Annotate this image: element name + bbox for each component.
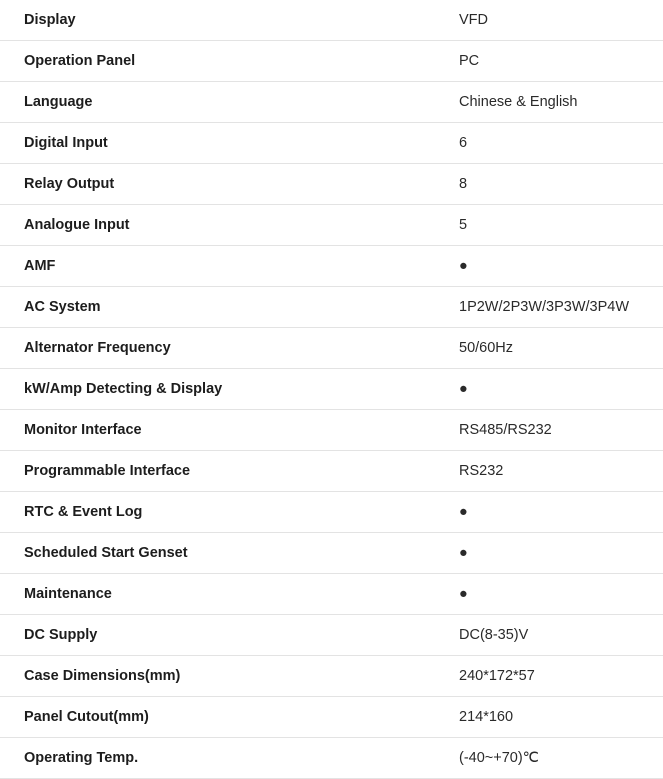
- table-row: [0, 41, 663, 82]
- table-row: [0, 246, 663, 287]
- table-row: [0, 697, 663, 738]
- spec-label: Panel Cutout(mm): [0, 697, 435, 738]
- table-row: [0, 615, 663, 656]
- table-row: [0, 410, 663, 451]
- spec-label: Language: [0, 82, 435, 123]
- spec-label: Alternator Frequency: [0, 328, 435, 369]
- spec-label: Operation Panel: [0, 41, 435, 82]
- table-row: [0, 533, 663, 574]
- table-row: [0, 287, 663, 328]
- spec-value: 1P2W/2P3W/3P3W/3P4W: [435, 287, 663, 328]
- spec-value: PC: [435, 41, 663, 82]
- spec-label: AC System: [0, 287, 435, 328]
- spec-value: ●: [435, 492, 663, 533]
- table-row: [0, 492, 663, 533]
- spec-label: Display: [0, 0, 435, 41]
- spec-value: ●: [435, 369, 663, 410]
- spec-label: kW/Amp Detecting & Display: [0, 369, 435, 410]
- spec-label: RTC & Event Log: [0, 492, 435, 533]
- spec-value: 5: [435, 205, 663, 246]
- spec-value: Chinese & English: [435, 82, 663, 123]
- table-row: [0, 574, 663, 615]
- table-row: [0, 123, 663, 164]
- spec-label: Relay Output: [0, 164, 435, 205]
- spec-value: 6: [435, 123, 663, 164]
- table-row: [0, 738, 663, 779]
- spec-label: Monitor Interface: [0, 410, 435, 451]
- spec-label: Maintenance: [0, 574, 435, 615]
- spec-value: (-40~+70)℃: [435, 738, 663, 779]
- spec-label: DC Supply: [0, 615, 435, 656]
- spec-value: VFD: [435, 0, 663, 41]
- spec-label: Scheduled Start Genset: [0, 533, 435, 574]
- table-row: [0, 451, 663, 492]
- spec-value: ●: [435, 246, 663, 287]
- spec-label: AMF: [0, 246, 435, 287]
- spec-value: ●: [435, 574, 663, 615]
- table-row: [0, 369, 663, 410]
- spec-value: 240*172*57: [435, 656, 663, 697]
- spec-label: Case Dimensions(mm): [0, 656, 435, 697]
- table-row: [0, 0, 663, 41]
- spec-value: RS485/RS232: [435, 410, 663, 451]
- spec-value: RS232: [435, 451, 663, 492]
- table-row: [0, 328, 663, 369]
- table-row: [0, 656, 663, 697]
- spec-value: 50/60Hz: [435, 328, 663, 369]
- table-row: [0, 164, 663, 205]
- spec-value: ●: [435, 533, 663, 574]
- spec-label: Programmable Interface: [0, 451, 435, 492]
- spec-label: Digital Input: [0, 123, 435, 164]
- spec-value: 8: [435, 164, 663, 205]
- table-row: [0, 205, 663, 246]
- table-row: [0, 82, 663, 123]
- spec-label: Analogue Input: [0, 205, 435, 246]
- spec-label: Operating Temp.: [0, 738, 435, 779]
- spec-value: DC(8-35)V: [435, 615, 663, 656]
- spec-value: 214*160: [435, 697, 663, 738]
